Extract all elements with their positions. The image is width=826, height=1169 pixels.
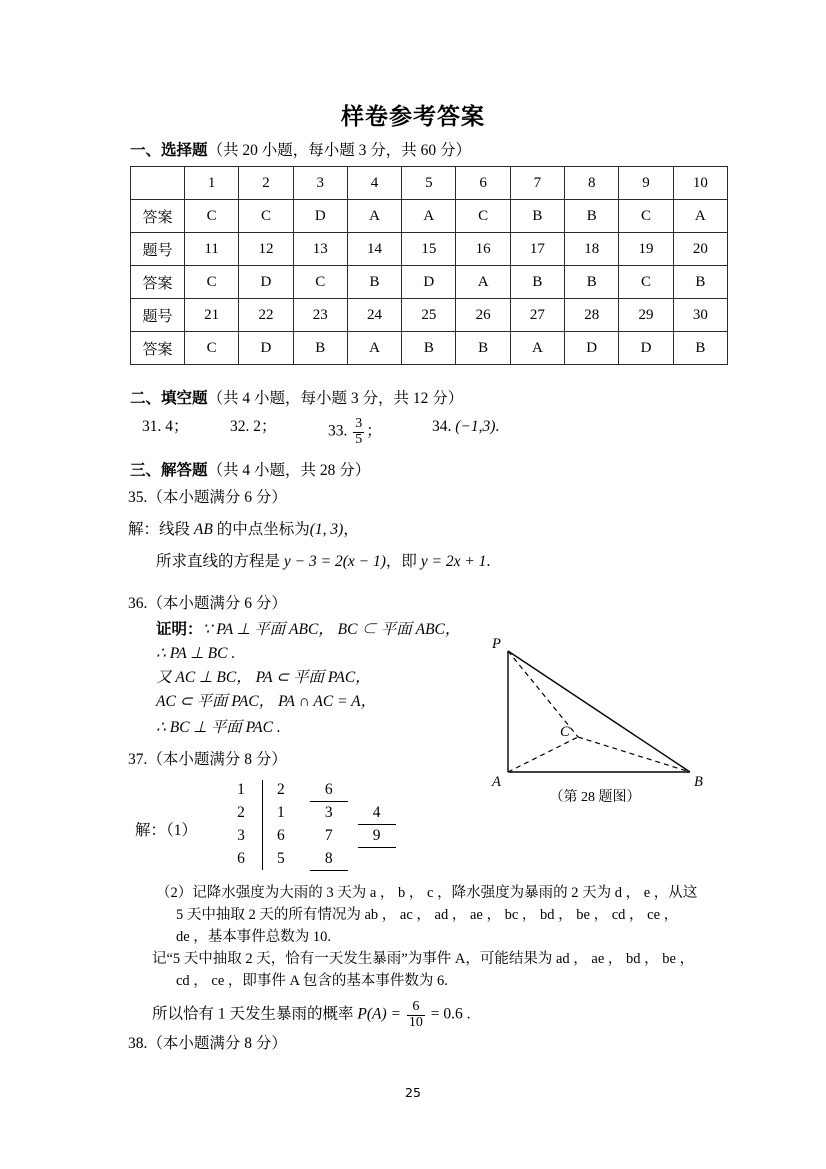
- table-cell: B: [673, 332, 727, 365]
- leaf-value: 7: [324, 827, 333, 844]
- q36-proof-statement-3: 又 AC ⊥ BC， PA ⊂ 平面 PAC，: [156, 669, 371, 686]
- table-cell: D: [402, 266, 456, 299]
- q36-proof-statement-4: AC ⊂ 平面 PAC， PA ∩ AC = A，: [156, 693, 377, 710]
- q36-proof-statement-2: ∴ PA ⊥ BC .: [156, 645, 236, 662]
- edge-cb: [578, 737, 690, 772]
- leaf-value: 5: [277, 850, 285, 867]
- table-cell: 23: [293, 299, 347, 332]
- section-2-heading-prefix: 二、填空题: [130, 390, 208, 407]
- q35-solution-label: 解：线段: [128, 521, 191, 538]
- question-37-number: 37.（本小题满分 8 分）: [128, 751, 287, 768]
- table-cell: A: [510, 332, 564, 365]
- leaf-value: 6: [310, 778, 348, 802]
- table-cell: B: [456, 332, 510, 365]
- blank-answer-34-value: (−1,3): [455, 418, 496, 435]
- q37-probability-result: [152, 1000, 470, 1030]
- question-36-number: 36.（本小题满分 6 分）: [128, 595, 287, 612]
- answer-table-body: [131, 167, 728, 365]
- table-cell: A: [347, 332, 401, 365]
- row-header: 答案: [131, 332, 185, 365]
- question-36-line-1: [156, 620, 460, 639]
- q37-probability-expression: P(A) =: [357, 1005, 401, 1023]
- table-row: [131, 332, 728, 365]
- row-header: 题号: [131, 299, 185, 332]
- q35-point-slope-equation: y − 3 = 2(x − 1): [283, 553, 386, 570]
- blank-answer-31: 31. 4；: [142, 418, 189, 435]
- q35-line1-comma: ，: [343, 521, 359, 538]
- tetrahedron-figure: [470, 636, 720, 811]
- question-35-line-1: [128, 520, 359, 539]
- q37-part2-line-1: （2）记降水强度为大雨的 3 天为 a ， b ， c ，降水强度为暴雨的 2 天为 d ， e ，从这: [156, 885, 698, 901]
- table-cell: 18: [565, 233, 619, 266]
- row-header: [131, 167, 185, 200]
- vertex-label-c: C: [560, 724, 570, 740]
- table-cell: C: [619, 266, 673, 299]
- stem-value: 3: [237, 827, 245, 844]
- stem-value: 2: [237, 804, 245, 821]
- table-cell: 29: [619, 299, 673, 332]
- table-cell: C: [619, 200, 673, 233]
- q37-probability-intro: 所以恰有 1 天发生暴雨的概率: [152, 1005, 354, 1023]
- table-cell: C: [293, 266, 347, 299]
- section-1-heading-detail: （共 20 小题，每小题 3 分，共 60 分）: [207, 142, 472, 159]
- fraction-numerator: 6: [412, 999, 420, 1014]
- blank-answer-34-period: .: [495, 418, 500, 435]
- section-1-heading: [130, 138, 471, 160]
- section-1-heading-prefix: 一、选择题: [130, 142, 208, 159]
- table-cell: 26: [456, 299, 510, 332]
- table-cell: D: [619, 332, 673, 365]
- q35-equation-intro: 所求直线的方程是: [156, 553, 281, 570]
- table-cell: 5: [402, 167, 456, 200]
- section-2-heading-detail: （共 4 小题，每小题 3 分，共 12 分）: [207, 390, 464, 407]
- table-cell: B: [293, 332, 347, 365]
- table-cell: A: [402, 200, 456, 233]
- table-cell: B: [565, 266, 619, 299]
- table-cell: 28: [565, 299, 619, 332]
- stem-value: 1: [237, 781, 245, 798]
- table-cell: 15: [402, 233, 456, 266]
- table-cell: 6: [456, 167, 510, 200]
- q36-proof-statement-5: ∴ BC ⊥ 平面 PAC .: [156, 719, 281, 736]
- table-cell: 9: [619, 167, 673, 200]
- fraction-three-fifths: [353, 417, 364, 447]
- table-cell: B: [565, 200, 619, 233]
- page-title: 样卷参考答案: [341, 104, 485, 130]
- table-cell: 24: [347, 299, 401, 332]
- question-35-number: 35.（本小题满分 6 分）: [128, 489, 287, 506]
- table-row: [131, 200, 728, 233]
- table-cell: 20: [673, 233, 727, 266]
- table-cell: 25: [402, 299, 456, 332]
- q37-part2-line-4: 记“5 天中抽取 2 天，恰有一天发生暴雨”为事件 A，可能结果为 ad ， ae ， bd ， be ，: [152, 951, 695, 967]
- table-cell: 14: [347, 233, 401, 266]
- q35-midpoint-text: 的中点坐标为: [216, 521, 310, 538]
- table-cell: A: [673, 200, 727, 233]
- table-cell: 21: [185, 299, 239, 332]
- table-cell: B: [402, 332, 456, 365]
- q37-solution-label: 解：（1）: [135, 822, 198, 839]
- table-cell: A: [347, 200, 401, 233]
- table-cell: C: [185, 200, 239, 233]
- table-cell: B: [510, 200, 564, 233]
- blank-answer-33-suffix: ；: [366, 422, 382, 440]
- table-row: [131, 266, 728, 299]
- leaf-value: 9: [358, 824, 396, 848]
- q37-part2-line-3: de ，基本事件总数为 10.: [176, 929, 332, 945]
- blank-answer-33-prefix: 33.: [328, 422, 348, 440]
- leaf-value: 1: [277, 804, 285, 821]
- fraction-denominator: 5: [355, 431, 363, 447]
- row-header: 答案: [131, 266, 185, 299]
- q36-proof-label: 证明：: [156, 621, 203, 638]
- table-cell: 16: [456, 233, 510, 266]
- table-row: [131, 233, 728, 266]
- fraction-numerator: 3: [355, 416, 363, 431]
- leaf-value: 4: [358, 801, 396, 825]
- table-cell: 7: [510, 167, 564, 200]
- section-3-heading-detail: （共 4 小题，共 28 分）: [207, 462, 371, 479]
- stem-value: 6: [237, 850, 245, 867]
- blank-answer-34-prefix: 34.: [432, 418, 452, 435]
- table-cell: 19: [619, 233, 673, 266]
- table-cell: 1: [185, 167, 239, 200]
- figure-caption: （第 28 题图）: [549, 790, 641, 805]
- table-cell: C: [239, 200, 293, 233]
- table-cell: 8: [565, 167, 619, 200]
- table-cell: 27: [510, 299, 564, 332]
- q36-proof-statement-1: ∵ PA ⊥ 平面 ABC， BC ⊂ 平面 ABC，: [202, 621, 461, 638]
- q35-midpoint-value: (1, 3): [309, 521, 344, 538]
- table-cell: C: [456, 200, 510, 233]
- stem-leaf-row: [230, 778, 396, 801]
- table-cell: B: [673, 266, 727, 299]
- row-header: 答案: [131, 200, 185, 233]
- section-3-heading-prefix: 三、解答题: [130, 462, 208, 479]
- fraction-six-tenths: [407, 1000, 425, 1030]
- table-cell: 4: [347, 167, 401, 200]
- table-cell: D: [239, 266, 293, 299]
- leaf-value: 6: [277, 827, 285, 844]
- vertex-label-b: B: [694, 774, 703, 790]
- table-cell: 11: [185, 233, 239, 266]
- q37-probability-value: = 0.6 .: [430, 1005, 471, 1023]
- q37-part2-line-5: cd ， ce ，即事件 A 包含的基本事件数为 6.: [176, 973, 448, 989]
- table-cell: 12: [239, 233, 293, 266]
- table-cell: B: [510, 266, 564, 299]
- q35-line2-connector: ，即: [385, 553, 417, 570]
- q35-slope-intercept-equation: y = 2x + 1: [420, 553, 487, 570]
- stem-leaf-divider: [262, 780, 263, 870]
- vertex-label-a: A: [492, 774, 501, 790]
- table-cell: 30: [673, 299, 727, 332]
- q35-line2-period: .: [486, 553, 491, 570]
- vertex-label-p: P: [492, 636, 501, 652]
- blank-answer-32: 32. 2；: [230, 418, 277, 435]
- leaf-value: 8: [310, 847, 348, 871]
- edge-pb: [508, 651, 690, 772]
- leaf-value: 3: [324, 804, 333, 821]
- stem-leaf-row: [230, 847, 396, 870]
- edge-ac: [508, 737, 578, 772]
- page-number: 25: [405, 1085, 421, 1100]
- table-row: [131, 299, 728, 332]
- table-cell: D: [239, 332, 293, 365]
- table-cell: 3: [293, 167, 347, 200]
- leaf-value: 2: [277, 781, 285, 798]
- q35-segment-ab: AB: [193, 521, 213, 538]
- question-38-number: 38.（本小题满分 8 分）: [128, 1035, 287, 1052]
- table-cell: B: [347, 266, 401, 299]
- multiple-choice-answer-table: [130, 166, 728, 365]
- table-cell: D: [293, 200, 347, 233]
- table-cell: C: [185, 266, 239, 299]
- question-35-line-2: [156, 552, 490, 571]
- stem-and-leaf-plot: [230, 778, 396, 870]
- table-cell: C: [185, 332, 239, 365]
- table-cell: A: [456, 266, 510, 299]
- blank-answer-33: [328, 417, 382, 447]
- section-2-heading: [130, 386, 463, 408]
- table-cell: D: [565, 332, 619, 365]
- table-row: [131, 167, 728, 200]
- table-cell: 2: [239, 167, 293, 200]
- tetrahedron-svg: [470, 636, 720, 811]
- row-header: 题号: [131, 233, 185, 266]
- table-cell: 13: [293, 233, 347, 266]
- fraction-denominator: 10: [408, 1014, 423, 1030]
- table-cell: 22: [239, 299, 293, 332]
- blank-answer-34: [432, 417, 499, 436]
- table-cell: 17: [510, 233, 564, 266]
- section-3-heading: [130, 458, 370, 480]
- stem-leaf-row: [230, 801, 396, 824]
- q37-part2-line-2: 5 天中抽取 2 天的所有情况为 ab ， ac ， ad ， ae ， bc ， bd ， be ， cd ， ce ，: [176, 907, 679, 923]
- table-cell: 10: [673, 167, 727, 200]
- stem-leaf-row: [230, 824, 396, 847]
